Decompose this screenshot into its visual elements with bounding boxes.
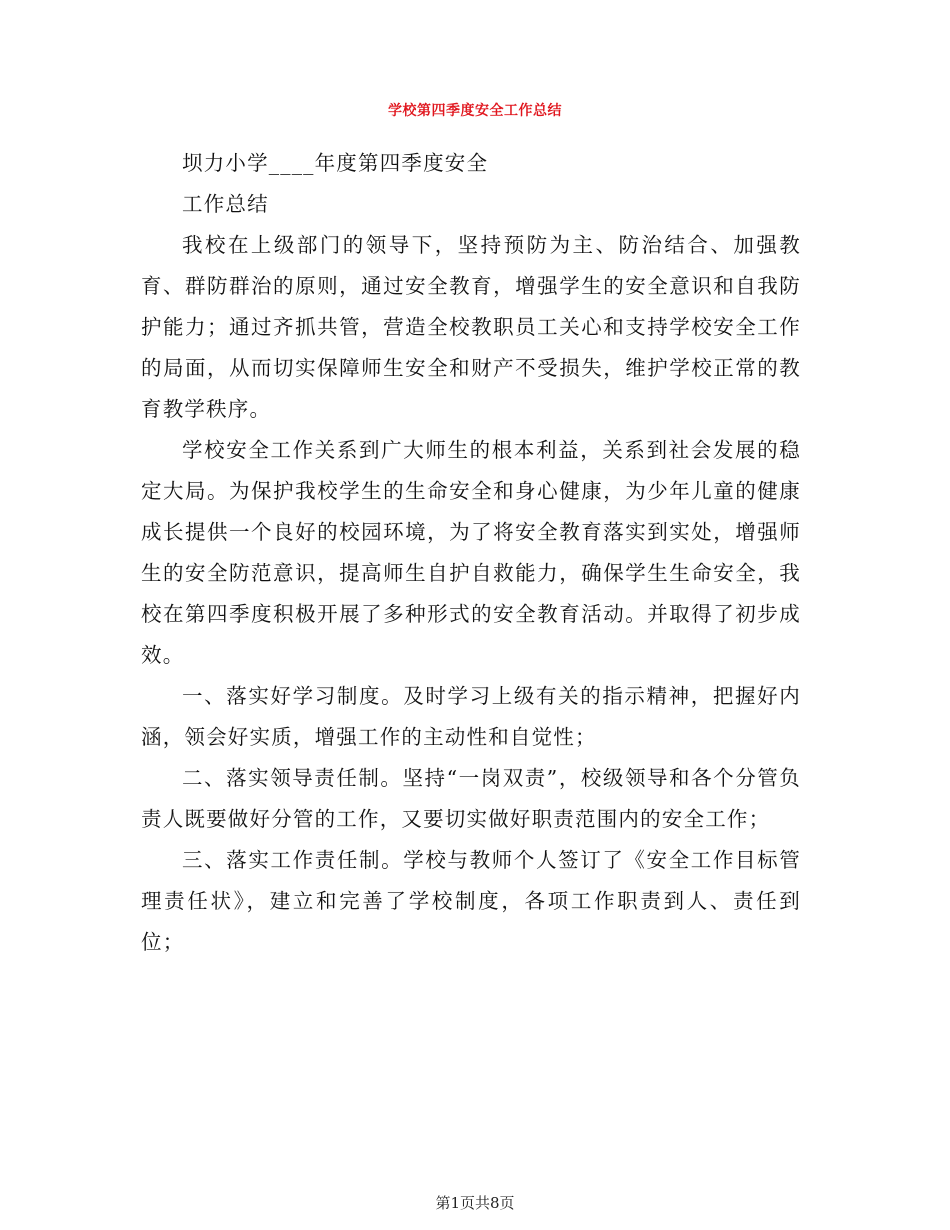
document-body	[141, 143, 801, 963]
paragraph-2: 学校安全工作关系到广大师生的根本利益，关系到社会发展的稳定大局。为保护我校学生的生命安全和身心健康，为少年儿童的健康成长提供一个良好的校园环境，为了将安全教育落实到实处，增强师生的安全防范意识，提高师生自护自救能力，确保学生生命安全，我校在第四季度积极开展了多种形式的安全教育活动。并取得了初步成效。	[141, 438, 801, 667]
document-title: 学校第四季度安全工作总结	[388, 103, 562, 119]
page-footer: 第1页共8页	[435, 1194, 515, 1212]
paragraph-4: 二、落实领导责任制。坚持“一岗双责”，校级领导和各个分管负责人既要做好分管的工作，又要切实做好职责范围内的安全工作；	[141, 766, 801, 831]
paragraph-1: 我校在上级部门的领导下，坚持预防为主、防治结合、加强教育、群防群治的原则，通过安全教育，增强学生的安全意识和自我防护能力；通过齐抓共管，营造全校教职员工关心和支持学校安全工作的局面，从而切实保障师生安全和财产不受损失，维护学校正常的教育教学秩序。	[141, 233, 801, 421]
heading-line-2: 工作总结	[182, 192, 269, 216]
heading-line-1: 坝力小学____年度第四季度安全	[182, 151, 489, 175]
paragraph-3: 一、落实好学习制度。及时学习上级有关的指示精神，把握好内涵，领会好实质，增强工作的主动性和自觉性；	[141, 684, 801, 749]
paragraph-5: 三、落实工作责任制。学校与教师个人签订了《安全工作目标管理责任状》，建立和完善了学校制度，各项工作职责到人、责任到位；	[141, 848, 801, 954]
